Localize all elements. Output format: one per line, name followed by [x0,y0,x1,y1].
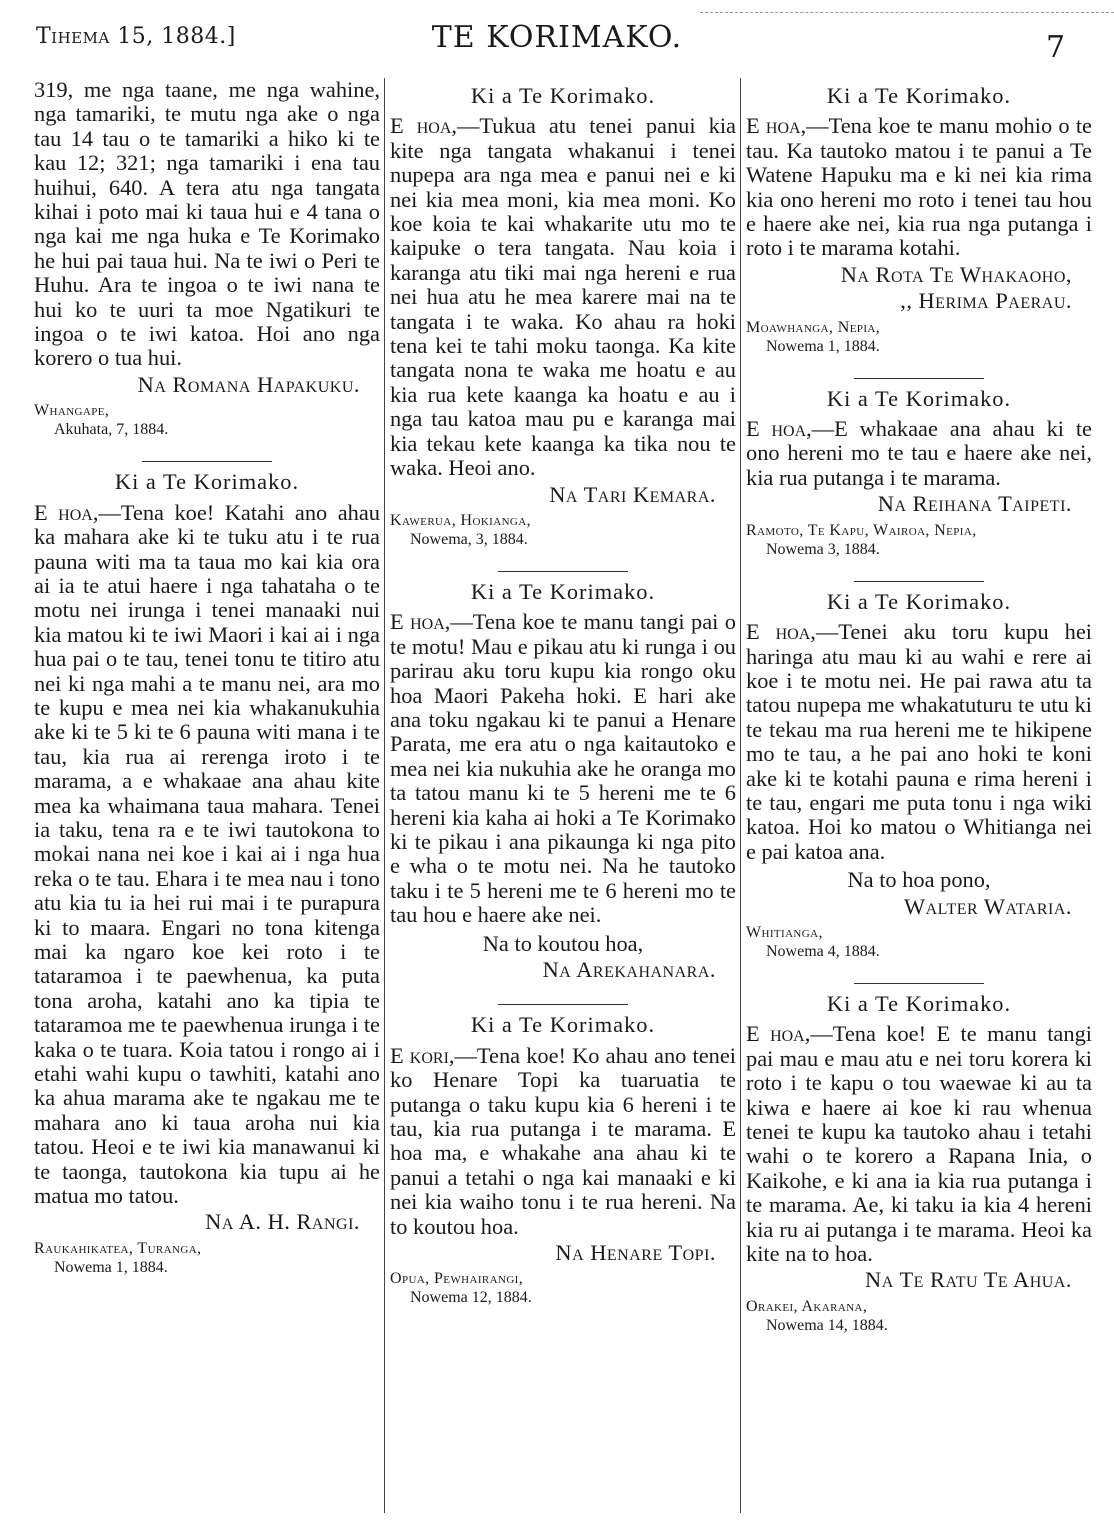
letter-place: Moawhanga, Nepia, [746,318,881,336]
letter-place: Whangape, [34,402,110,420]
letter-signature: Na A. H. Rangi. [205,1209,360,1235]
section-divider [854,378,984,379]
letter-body [390,114,736,480]
letter-greeting: Ki a Te Korimako. [826,990,1012,1016]
letter-date: Nowema 3, 1884. [766,540,880,558]
section-divider [498,571,628,572]
letter-body [746,417,1092,490]
column-1 [34,78,380,1533]
letter-signature: Na Te Ratu Te Ahua. [865,1267,1072,1293]
letter-salutation: E hoa, [746,1021,811,1047]
letter-date: Nowema 1, 1884. [54,1258,168,1276]
letter-text: —E whakaae ana ahau ki te ono hereni mo te tau e haere ake nei, kia rua putanga i te marama. [746,416,1092,490]
section-divider [142,461,272,462]
letter-date: Nowema, 3, 1884. [410,530,528,548]
letter-signoff: Na to koutou hoa, [482,930,644,956]
letter [390,1013,736,1307]
letter-place: Raukahikatea, Turanga, [34,1239,202,1257]
newspaper-title: TE KORIMAKO. [431,20,683,55]
letter [390,580,736,983]
section-divider [854,581,984,582]
letter-date: Nowema 1, 1884. [766,337,880,355]
letter-date: Nowema 14, 1884. [766,1316,888,1334]
letter-signature: Na Arekahanara. [542,957,716,982]
letter-date: Nowema 4, 1884. [766,942,880,960]
section-divider [854,983,984,984]
letter-body [390,1044,736,1239]
letter [390,84,736,549]
section-divider [498,1004,628,1005]
letter-salutation: E kori, [390,1042,455,1068]
letter-greeting: Ki a Te Korimako. [826,588,1012,614]
letter-greeting: Ki a Te Korimako. [470,83,656,108]
letter-body [746,620,1092,864]
letter-date: Nowema 12, 1884. [410,1289,532,1307]
letter-text: —Tenei aku toru kupu hei haringa atu mau ki au wahi e rere ai koe i te motu nei. He pai rawa atu ta tatou nupepa me whakatuturu te utu ki te tekau ma rua hereni me te hikipene mo te tau, a he pai ano hoki te koni ake ki te kotahi pauna e rima hereni i te tau, engari me puta tonu i nga wiki katoa. Hoi ko matou o Whitianga nei e pai katoa ana. [746,619,1092,864]
letter-signature: Na Reihana Taipeti. [877,491,1072,517]
letter-signature: Walter Wataria. [903,893,1072,919]
column-2 [390,78,736,1533]
letter-text: —Tena koe! Ko ahau ano tenei ko Henare Topi ka tuaruatia te putanga o taku kupu kia 6 hereni i te tau, kia rua putanga i te marama. E hoa ma, e whakahe ana ahau ki te panui a tetahi o nga kai manaaki e ki nei kia waiho tonu i te rua hereni. Na to koutou hoa. [390,1042,736,1239]
letter-body [390,610,736,927]
letter-text: —Tena koe! E te manu tangi pai mau e mau atu e nei toru korera ki roto i te kapu o tou waewae ki au ta kiwa e haere ai koe ki rau whenua tenei te kupu ka tautoko ahau i tetahi wahi o te korero a Rapana Inia, o Kaikohe, e ki ana ia kia rua putanga i te marama. Ae, ki taku ia kia 4 hereni kia ru ai putanga i te marama. Heoi ka kite na to hoa. [746,1021,1092,1267]
letter-salutation: E hoa, [390,113,457,139]
letter-signoff: Na to hoa pono, [847,867,991,893]
column-rule [740,78,741,1513]
letter-signature-second: ,, Herima Paerau. [900,288,1072,314]
letter-date: Akuhata, 7, 1884. [54,421,169,439]
column-rule [384,78,385,1513]
letter-signature: Na Rota Te Whakaoho, [840,261,1072,287]
letter-greeting: Ki a Te Korimako. [470,578,656,604]
header-dashed-rule [700,12,1114,13]
letter-salutation: E hoa, [746,416,812,442]
letter-text: —Tena koe te manu mohio o te tau. Ka tautoko matou i te panui a Te Watene Hapuku ma e ki nei kia rima kia ono hereni mo roto i tenei tau hou e haere ake nei, kia rua nga putanga i roto i te marama kotahi. [746,113,1092,261]
letter-salutation: E hoa, [390,609,451,635]
letter [746,84,1092,356]
letter [34,470,380,1277]
letter-greeting: Ki a Te Korimako. [826,385,1012,411]
letter-greeting: Ki a Te Korimako. [826,83,1012,108]
letter-signature: Na Tari Kemara. [549,481,716,507]
letter-salutation: E hoa, [746,619,816,645]
letter-place: Opua, Pewhairangi, [390,1270,524,1288]
page-number: 7 [1046,30,1066,65]
issue-date: Tihema 15, 1884.] [36,24,236,49]
letter-place: Kawerua, Hokianga, [390,511,532,529]
letter [34,78,380,439]
letter-text: —Tena koe te manu tangi pai o te motu! Mau e pikau atu ki runga i ou parirau aku toru kupu kia rongo oku hoa Maori Pakeha hoki. E hari ake ana toku ngakau ki te panui a Henare Parata, me era atu o nga kaitautoko e mea nei kia nukuhia ake he oranga mo ta tatou manu ki te 5 hereni me te 6 hereni kia kaha ai hoki a Te Korimako ki te pikau i ana pikaunga ki nga pito e wha o te motu nei. Na he tautoko taku i te 5 hereni me te 6 hereni mo te tau hou e haere ake nei. [390,609,736,928]
letter [746,387,1092,559]
letter [746,992,1092,1335]
letter-place: Ramoto, Te Kapu, Wairoa, Nepia, [746,521,977,539]
letter-greeting: Ki a Te Korimako. [470,1012,656,1038]
letter [746,590,1092,961]
letter-signature: Na Henare Topi. [555,1240,716,1266]
column-3 [746,78,1092,1533]
letter-body [746,1022,1092,1266]
letter-text: 319, me nga taane, me nga wahine, nga tamariki, te mutu nga ake o nga tau 14 tau o te tamariki a hiko ki te kau 12; 321; nga tamariki i ena tau huihui, 640. A tera atu nga tangata kihai i poto mai ki taua hui e 4 tana o nga kai me nga huka e Te Korimako he hui pai taua hui. Na te iwi o Peri te Huhu. Ara te ingoa o te iwi nana te hui ko te uuri ta moe Ngatikuri te ingoa o te iwi katoa. Hoi ano nga korero o tua hui. [34,78,380,371]
letter-place: Whitianga, [746,923,823,941]
letter-text: —Tena koe! Katahi ano ahau ka mahara ake ki te tuku atu i te rua pauna witi ma ta taua mo kai kia ora ai ia te atui haere i nga tahataha o te motu nei irunga i tenei manaaki nui kia matou ki te iwi Maori i kai ai i nga hua pai o te tau, tenei tonu te titiro atu nei ki nga mahi a te manu nei, ara mo te kupu e mea nei kia whakanukuhia ake ki te 5 ki te 6 pauna witi mana i te tau, kia rua ai rerenga iroto i te marama, a e whakaae ana ahau kite mea ka whaimana taua mahara. Tenei ia taku, tena ra e te iwi tautokona to mokai nana nei koe i kai ai i nga hua reka o te tau. Ehara i te mea nau i tono atu kia tu ia hei rui mai i te purapura ki to maara. Engari no tona kitenga mai ka ngaro koe kei roto i te tataramoa i te paewhenua, ka puta tona aroha, katahi ano ka tipia te tataramoa me te paewhenua irunga i te kaka o te tuara. Koia tatou i rongo ai i etahi wahi kupu o tawhiti, katahi ano ka ahua marama ake te ngakau me te mahara ano ki taua aroha nui kia tatou. Heoi e te iwi kia manawanui ki te taonga, tautokona kia tupu ai he matua mo tatou. [34,499,380,1209]
letter-body [746,114,1092,260]
letter-salutation: E hoa, [34,499,99,525]
letter-body [34,501,380,1209]
letter-place: Orakei, Akarana, [746,1297,868,1315]
letter-body [34,78,380,371]
letter-text: —Tukua atu tenei panui kia kite nga tangata whakanui i tenei nupepa ara nga mea e panui nei e ki nei kia mea moni, kia mea moni. Ko koe koia te kai whakarite utu mo te kaipuke o tera tangata. Nau koia i karanga atu tiki mai nga hereni e rua nei hua atu he mea karere mai na te tangata i te waka. Ko ahau ra hoki tena kei te tahi moku taonga. Ka kite tangata nona te waka me hoatu e au kia rua kete kaanga ka hoatu e au i nga tau katoa mau pu e karanga mai kia tekau kete kaanga ka tika nou te waka. Heoi ano. [390,113,736,481]
letter-signature: Na Romana Hapakuku. [137,371,360,397]
letter-salutation: E hoa, [746,113,807,139]
letter-greeting: Ki a Te Korimako. [114,469,300,495]
page-header [0,0,1114,66]
